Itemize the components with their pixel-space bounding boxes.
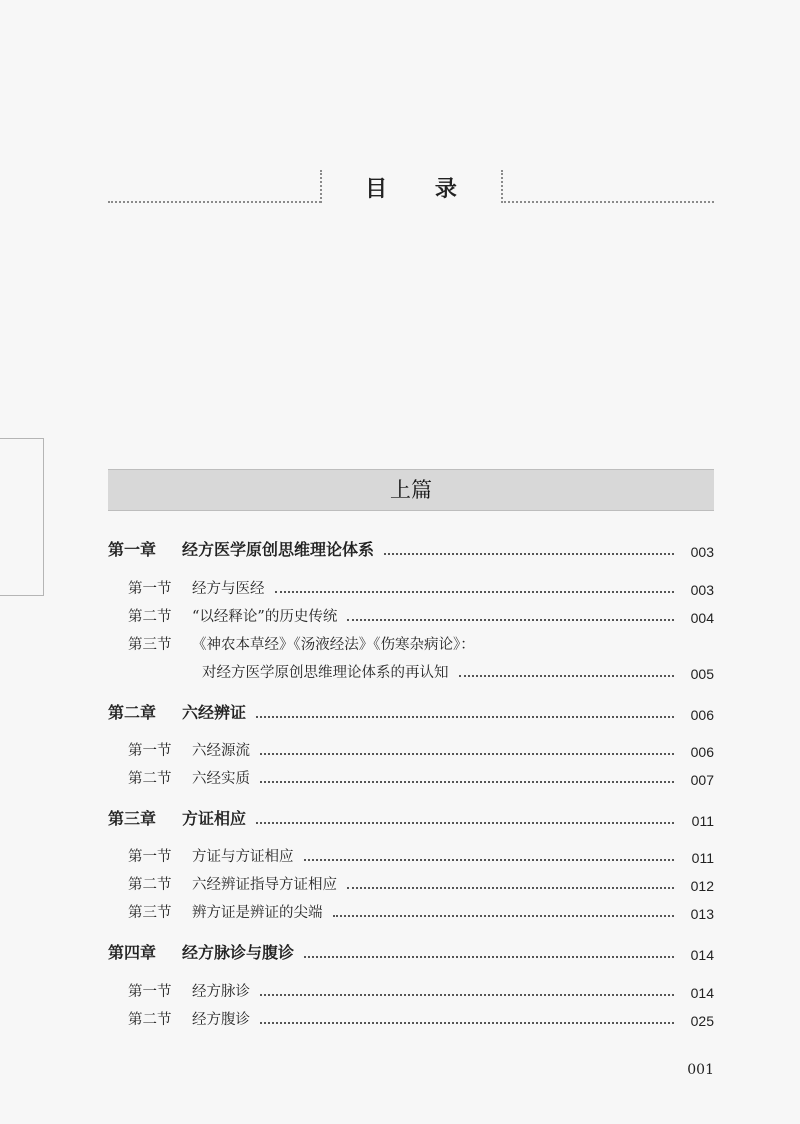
section-title-continued: 对经方医学原创思维理论体系的再认知 [202, 665, 449, 681]
title-rule-left [108, 201, 321, 203]
dot-leader [256, 822, 674, 824]
section-title: 六经辨证指导方证相应 [192, 877, 337, 893]
dot-leader [304, 859, 675, 861]
chapter-title: 经方医学原创思维理论体系 [182, 540, 375, 559]
page-number: 011 [691, 813, 714, 829]
toc-section-1-3[interactable] [108, 632, 714, 654]
toc-section-3-2[interactable] [108, 872, 714, 894]
toc-chapter-2[interactable] [108, 701, 714, 723]
page-number: 003 [690, 544, 714, 560]
toc-section-1-2[interactable] [108, 604, 714, 626]
page-number: 004 [690, 610, 714, 626]
toc-section-4-2[interactable] [108, 1007, 714, 1029]
toc-chapter-1[interactable] [108, 538, 714, 560]
page-number: 011 [691, 850, 714, 866]
page-number: 003 [690, 582, 714, 598]
chapter-number: 第三章 [108, 809, 157, 828]
section-number: 第二节 [128, 609, 172, 625]
page-number: 012 [690, 878, 714, 894]
part-header: 上篇 [108, 469, 714, 511]
section-title: 经方腹诊 [192, 1012, 250, 1028]
dot-leader [347, 887, 674, 889]
dot-leader [260, 781, 674, 783]
section-label [108, 845, 294, 866]
chapter-title: 经方脉诊与腹诊 [182, 943, 295, 962]
section-number: 第一节 [128, 743, 172, 759]
section-number: 第二节 [128, 877, 172, 893]
dot-leader [260, 753, 674, 755]
section-title: 经方与医经 [192, 581, 265, 597]
section-number: 第三节 [128, 637, 172, 653]
toc-title: 目 录 [365, 176, 477, 202]
chapter-title: 六经辨证 [182, 703, 247, 722]
section-label [108, 739, 250, 760]
page-number: 007 [690, 772, 714, 788]
dot-leader [347, 619, 674, 621]
toc-section-2-1[interactable] [108, 738, 714, 760]
section-label [108, 901, 323, 922]
section-label [108, 633, 475, 654]
toc-title-band [108, 168, 714, 220]
chapter-label [108, 940, 294, 963]
section-label [108, 1008, 250, 1029]
toc-section-2-2[interactable] [108, 766, 714, 788]
page-number: 005 [690, 666, 714, 682]
dot-leader [384, 553, 674, 555]
section-number: 第一节 [128, 849, 172, 865]
section-number: 第一节 [128, 984, 172, 1000]
section-label [108, 980, 250, 1001]
chapter-label [108, 700, 246, 723]
chapter-number: 第二章 [108, 703, 157, 722]
page-number: 014 [690, 947, 714, 963]
dot-leader [304, 956, 674, 958]
section-title: 经方脉诊 [192, 984, 250, 1000]
section-number: 第二节 [128, 771, 172, 787]
section-title: 六经源流 [192, 743, 250, 759]
dot-leader [260, 1022, 674, 1024]
dot-leader [459, 675, 675, 677]
dot-leader [256, 716, 674, 718]
section-title: 六经实质 [192, 771, 250, 787]
chapter-label [108, 537, 374, 560]
toc-section-4-1[interactable] [108, 979, 714, 1001]
section-title: 《神农本草经》《汤液经法》《伤寒杂病论》： [192, 637, 475, 653]
toc-chapter-4[interactable] [108, 941, 714, 963]
title-rule-right [504, 201, 714, 203]
toc-section-3-1[interactable] [108, 844, 714, 866]
dot-leader [333, 915, 675, 917]
section-title: 辨方证是辨证的尖端 [192, 905, 323, 921]
section-title: 方证与方证相应 [192, 849, 294, 865]
section-number: 第一节 [128, 581, 172, 597]
folio-page-number: 001 [687, 1062, 714, 1078]
page-number: 025 [690, 1013, 714, 1029]
section-number: 第二节 [128, 1012, 172, 1028]
toc-section-1-3-continued[interactable] [108, 660, 714, 682]
toc-chapter-3[interactable] [108, 807, 714, 829]
section-label [108, 873, 337, 894]
dot-leader [275, 591, 675, 593]
page-number: 014 [690, 985, 714, 1001]
page-edge-tab [0, 438, 44, 596]
section-label [108, 767, 250, 788]
chapter-number: 第四章 [108, 943, 157, 962]
chapter-label [108, 806, 246, 829]
section-label [108, 605, 337, 626]
page-number: 013 [690, 906, 714, 922]
page-number: 006 [690, 707, 714, 723]
dot-leader [260, 994, 674, 996]
title-rule-right-vertical [501, 170, 503, 203]
page-number: 006 [690, 744, 714, 760]
toc-section-3-3[interactable] [108, 900, 714, 922]
section-label [108, 577, 265, 598]
toc-section-1-1[interactable] [108, 576, 714, 598]
chapter-number: 第一章 [108, 540, 157, 559]
section-title: “以经释论”的历史传统 [192, 609, 338, 625]
chapter-title: 方证相应 [182, 809, 247, 828]
section-number: 第三节 [128, 905, 172, 921]
